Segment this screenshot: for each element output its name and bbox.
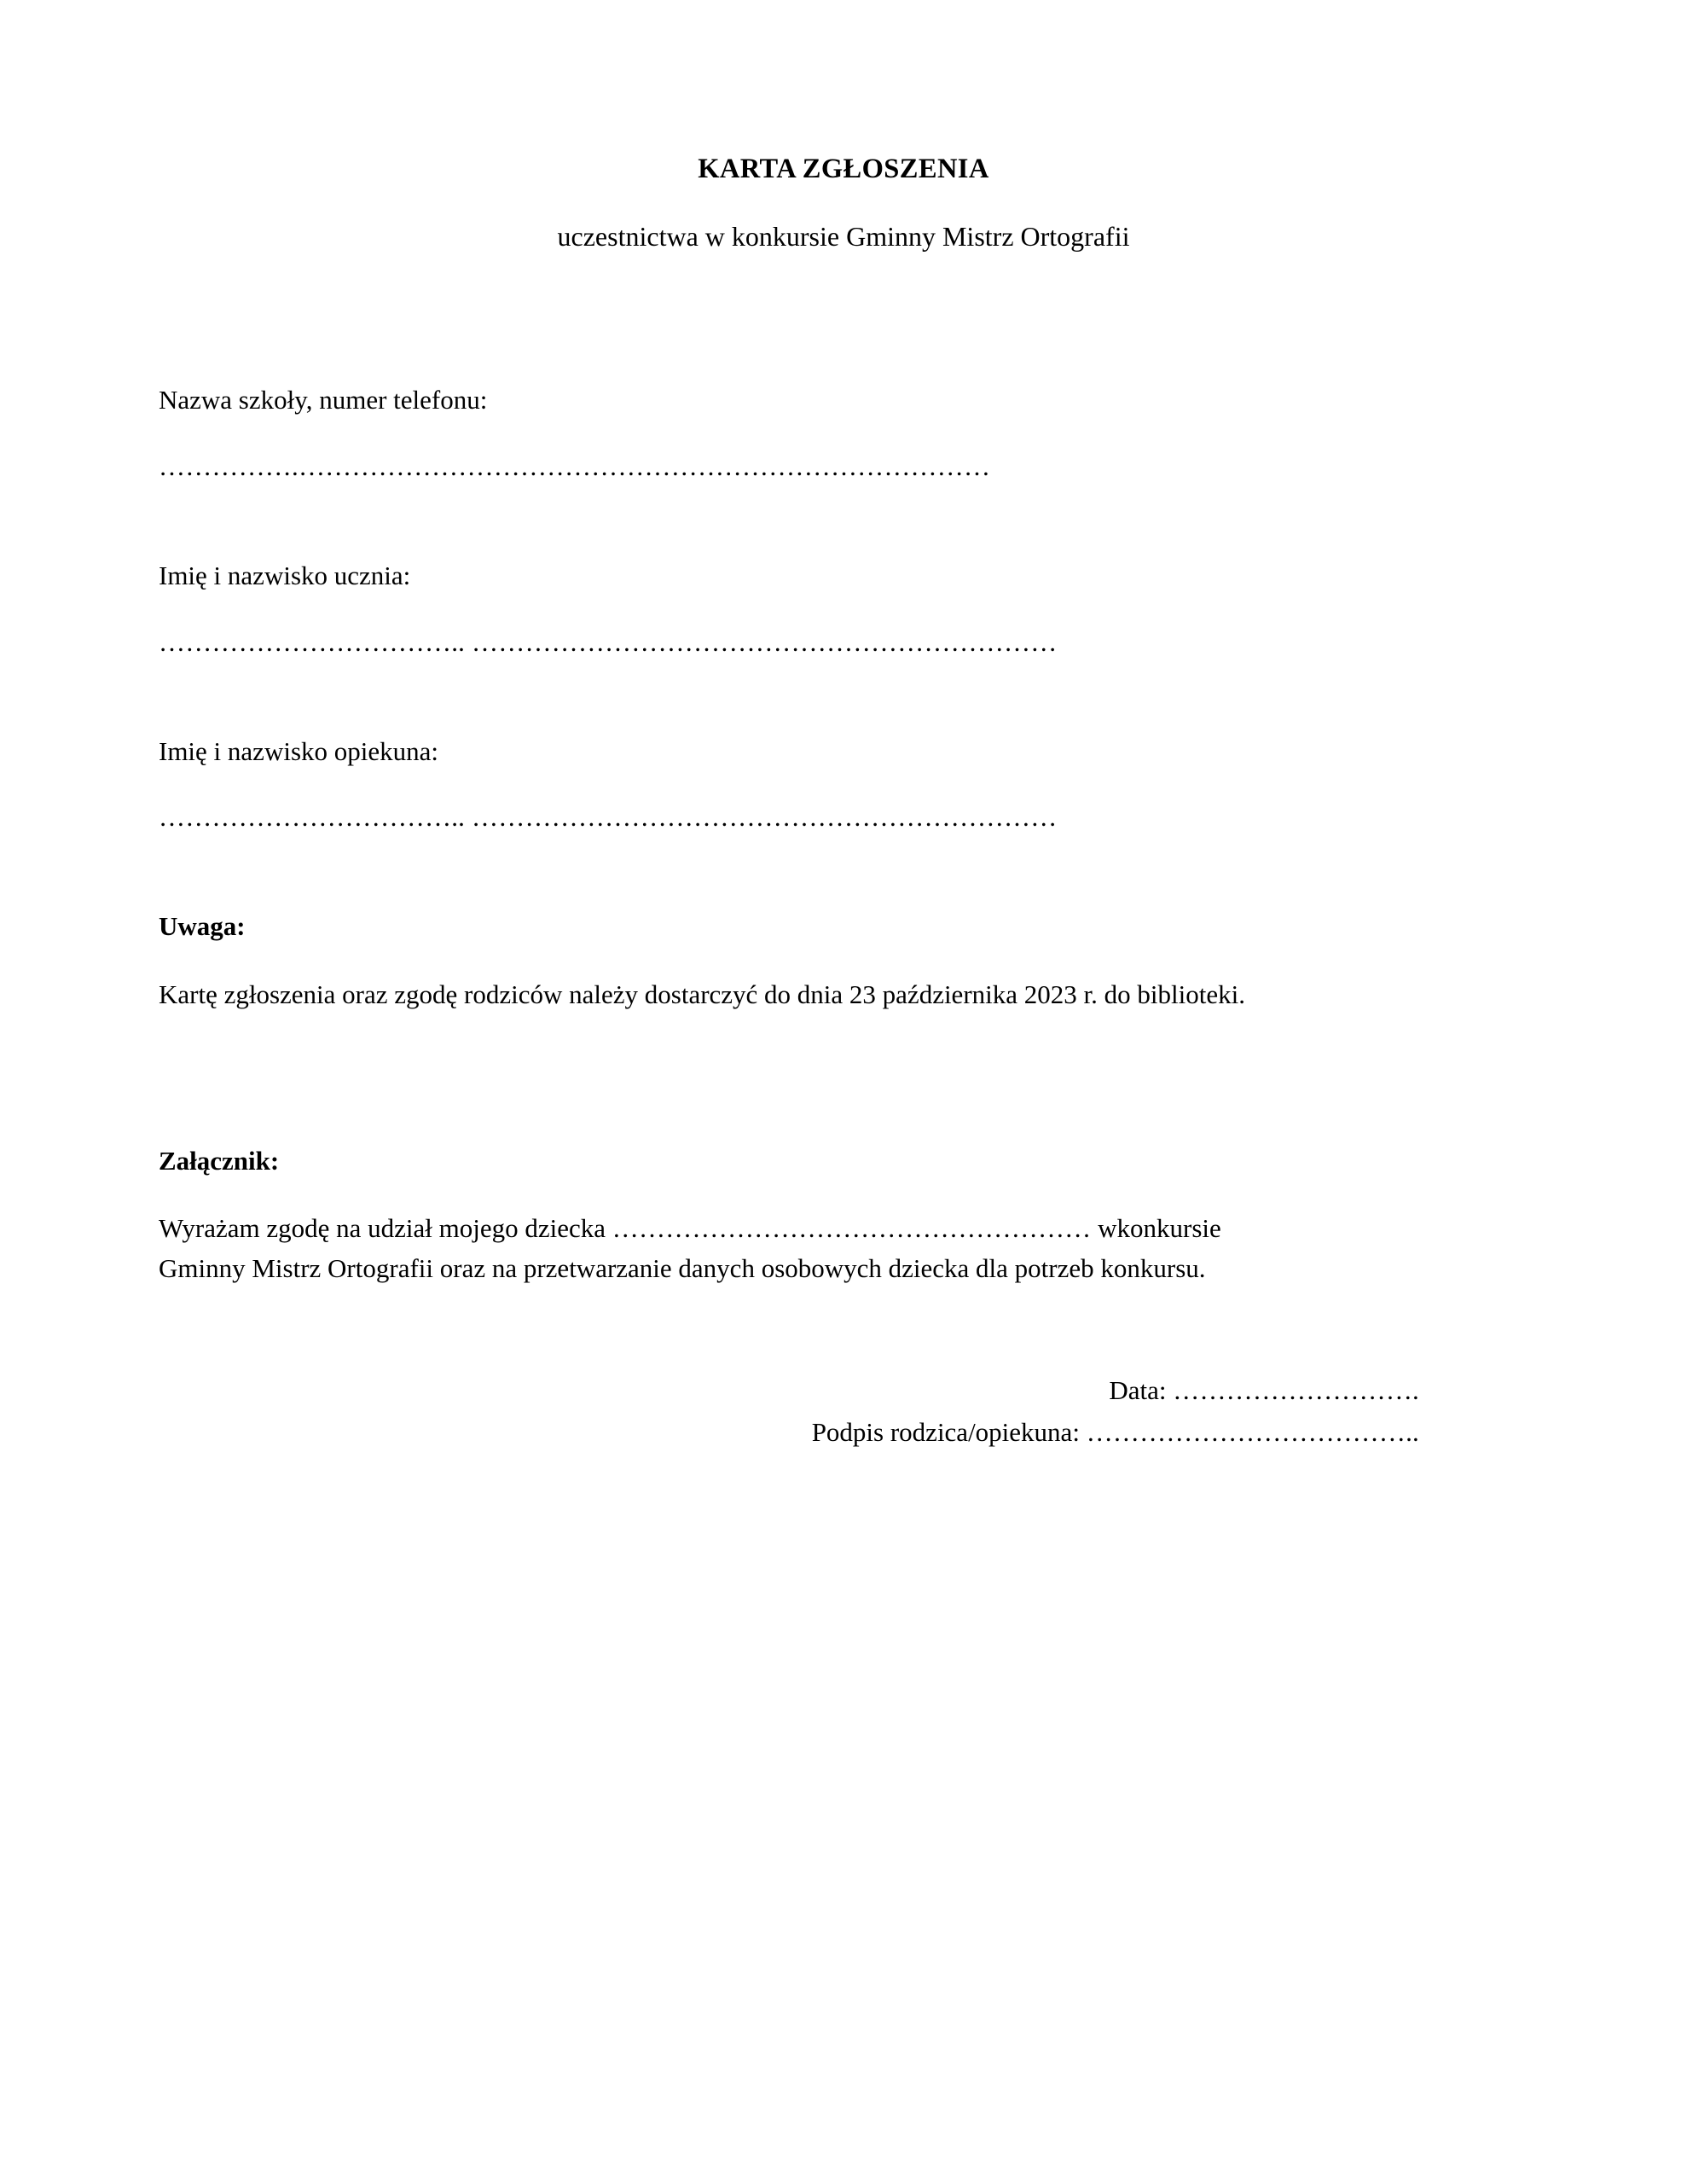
spacer bbox=[159, 660, 1528, 734]
consent-line-1 bbox=[159, 1209, 1528, 1249]
spacer bbox=[159, 485, 1528, 558]
document-body bbox=[159, 152, 1528, 1453]
date-line bbox=[159, 1370, 1419, 1411]
consent-text-before: Wyrażam zgodę na udział mojego dziecka bbox=[159, 1213, 612, 1244]
field-student-input-line[interactable]: …………………………….. ………………………………………………………… bbox=[159, 626, 1058, 657]
field-school bbox=[159, 382, 1528, 485]
field-guardian-input-line[interactable]: …………………………….. ………………………………………………………… bbox=[159, 802, 1058, 833]
signature-line bbox=[159, 1412, 1419, 1453]
signature-section bbox=[159, 1370, 1528, 1452]
field-student-label: Imię i nazwisko ucznia: bbox=[159, 560, 411, 590]
field-guardian bbox=[159, 734, 1528, 836]
note-heading: Uwaga: bbox=[159, 911, 246, 942]
spacer bbox=[159, 835, 1528, 909]
consent-line-2: Gminny Mistrz Ortografii oraz na przetwarzanie danych osobowych dziecka dla potrzeb konkursu. bbox=[159, 1252, 1206, 1283]
spacer bbox=[159, 769, 1528, 799]
field-guardian-label: Imię i nazwisko opiekuna: bbox=[159, 735, 438, 766]
field-student bbox=[159, 558, 1528, 660]
signature-input[interactable]: ……………………………….. bbox=[1086, 1416, 1419, 1447]
note-text: Kartę zgłoszenia oraz zgodę rodziców należy dostarczyć do dnia 23 października 2023 r. do biblioteki. bbox=[159, 979, 1245, 1010]
spacer bbox=[159, 1178, 1528, 1209]
attachment-section bbox=[159, 1143, 1528, 1289]
spacer bbox=[159, 594, 1528, 624]
field-school-label: Nazwa szkoły, numer telefonu: bbox=[159, 385, 488, 415]
page-subtitle: uczestnictwa w konkursie Gminny Mistrz Ortografii bbox=[557, 220, 1130, 252]
spacer bbox=[159, 254, 1528, 382]
note-section bbox=[159, 909, 1528, 1014]
page-title: KARTA ZGŁOSZENIA bbox=[698, 154, 989, 184]
date-input[interactable]: ………………………. bbox=[1173, 1375, 1419, 1406]
consent-text-after: wkonkursie bbox=[1091, 1213, 1221, 1244]
signature-label: Podpis rodzica/opiekuna: bbox=[811, 1416, 1087, 1447]
spacer bbox=[159, 944, 1528, 975]
attachment-heading: Załącznik: bbox=[159, 1145, 280, 1176]
date-label: Data: bbox=[1109, 1375, 1174, 1406]
field-school-input-line[interactable]: …………….…………………………………………………………………… bbox=[159, 451, 991, 482]
spacer bbox=[159, 1015, 1528, 1143]
spacer bbox=[159, 418, 1528, 449]
consent-child-name-input[interactable]: ……………………………………………… bbox=[612, 1213, 1092, 1244]
